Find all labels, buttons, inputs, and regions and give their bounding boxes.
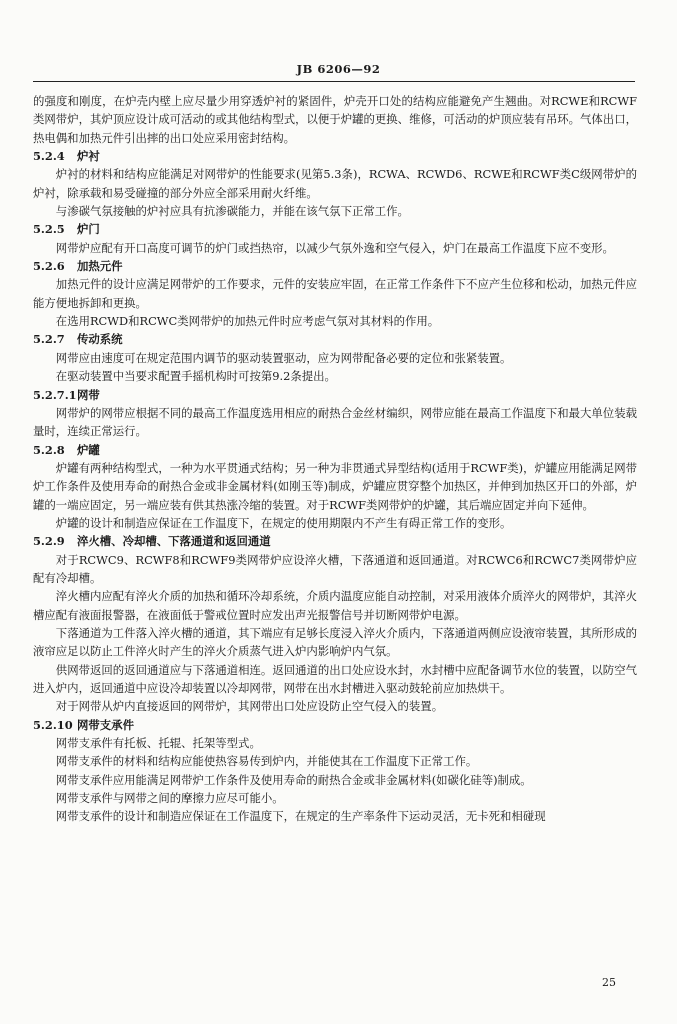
paragraph: 网带支承件与网带之间的摩擦力应尽可能小。	[55, 791, 284, 806]
section-number: 5.2.6	[33, 259, 65, 274]
section-heading-5-2-7	[33, 330, 637, 348]
section-number: 5.2.5	[33, 222, 65, 237]
paragraph: 网带支承件有托板、托辊、托架等型式。	[55, 736, 261, 751]
paragraph: 供网带返回的返回通道应与下落通道相连。返回通道的出口处应设水封，水封槽中应配备调节水位的装置，以防空气进入炉内，返回通道中应设冷却装置以冷却网带，网带在出水封槽进入驱动鼓轮前应加热烘干。	[33, 662, 637, 695]
section-title: 加热元件	[77, 259, 123, 274]
section-title: 淬火槽、冷却槽、下落通道和返回通道	[77, 534, 271, 549]
header-divider	[33, 81, 635, 82]
section-heading-5-2-6	[33, 257, 637, 275]
section-title: 传动系统	[77, 332, 123, 347]
paragraph: 网带炉应配有开口高度可调节的炉门或挡热帘，以减少气氛外逸和空气侵入，炉门在最高工作温度下应不变形。	[55, 240, 614, 255]
paragraph: 网带支承件的设计和制造应保证在工作温度下，在规定的生产率条件下运动灵活，无卡死和相碰现	[55, 809, 546, 824]
paragraph: 淬火槽内应配有淬火介质的加热和循环冷却系统，介质内温度应能自动控制，对采用液体介质淬火的网带炉，其淬火槽应配有液面报警器，在液面低于警戒位置时应发出声光报警信号并切断网带炉电源。	[33, 589, 637, 622]
paragraph: 炉罐有两种结构型式，一种为水平贯通式结构；另一种为非贯通式异型结构(适用于RCWF类)，炉罐应用能满足网带炉工作条件及使用寿命的耐热合金或非金属材料(如刚玉等)制成，炉罐应贯穿整个加热区，并伸到加热区开口的外部，炉罐的一端应固定，另一端应装有供其热涨冷缩的装置。对于RCWF类网带炉的炉罐，其后端应固定并向下延伸。	[33, 460, 637, 512]
section-title: 炉衬	[77, 149, 100, 164]
section-number: 5.2.4	[33, 149, 65, 164]
standard-number-header: JB 6206—92	[296, 62, 381, 76]
paragraph: 网带支承件应用能满足网带炉工作条件及使用寿命的耐热合金或非金属材料(如碳化硅等)制成。	[55, 772, 532, 787]
paragraph: 在驱动装置中当要求配置手摇机构时可按第9.2条提出。	[55, 369, 336, 384]
paragraph: 的强度和刚度，在炉壳内壁上应尽量少用穿透炉衬的紧固件，炉壳开口处的结构应能避免产生翘曲。对RCWE和RCWF类网带炉，其炉顶应设计成可活动的或其他结构型式，以便于炉罐的更换、维修，可活动的炉顶应装有吊环。气体出口，热电偶和加热元件引出摔的出口处应采用密封结构。	[33, 94, 637, 145]
paragraph: 网带炉的网带应根据不同的最高工作温度选用相应的耐热合金丝材编织，网带应能在最高工作温度下和最大单位装载量时，连续正常运行。	[33, 405, 637, 439]
section-number: 5.2.7.1	[33, 387, 77, 402]
paragraph: 对于网带从炉内直接返回的网带炉，其网带出口处应设防止空气侵入的装置。	[55, 699, 444, 714]
section-heading-5-2-4	[33, 147, 637, 165]
section-title: 炉罐	[77, 442, 100, 457]
paragraph: 加热元件的设计应满足网带炉的工作要求，元件的安装应牢固，在正常工作条件下不应产生位移和松动，加热元件应能方便地拆卸和更换。	[33, 277, 637, 310]
section-number: 5.2.10	[33, 717, 73, 732]
section-heading-5-2-7-1	[33, 386, 637, 404]
paragraph: 对于RCWC9、RCWF8和RCWF9类网带炉应设淬火槽，下落通道和返回通道。对RCWC6和RCWC7类网带炉应配有冷却槽。	[33, 552, 637, 585]
section-heading-5-2-8	[33, 441, 637, 459]
section-title: 炉门	[77, 222, 100, 237]
paragraph: 网带应由速度可在规定范围内调节的驱动装置驱动，应为网带配备必要的定位和张紧装置。	[55, 350, 512, 365]
paragraph: 炉罐的设计和制造应保证在工作温度下，在规定的使用期限内不产生有碍正常工作的变形。	[55, 515, 512, 530]
paragraph: 网带支承件的材料和结构应能使热容易传到炉内，并能使其在工作温度下正常工作。	[55, 754, 478, 769]
section-heading-5-2-5	[33, 220, 637, 238]
section-number: 5.2.9	[33, 534, 65, 549]
paragraph: 下落通道为工件落入淬火槽的通道，其下端应有足够长度浸入淬火介质内，下落通道两侧应设液帘装置，其所形成的液帘应足以防止工件淬火时产生的淬火介质蒸气进入炉内影响炉内气氛。	[33, 625, 637, 659]
paragraph: 与渗碳气氛接触的炉衬应具有抗渗碳能力，并能在该气氛下正常工作。	[55, 204, 409, 219]
paragraph: 在选用RCWD和RCWC类网带炉的加热元件时应考虑气氛对其材料的作用。	[55, 314, 440, 329]
page-number: 25	[602, 976, 616, 989]
section-number: 5.2.7	[33, 332, 65, 347]
section-heading-5-2-10	[33, 716, 637, 734]
paragraph: 炉衬的材料和结构应能满足对网带炉的性能要求(见第5.3条)，RCWA、RCWD6、RCWE和RCWF类C级网带炉的炉衬，除承载和易受碰撞的部分外应全部采用耐火纤维。	[33, 167, 637, 200]
section-heading-5-2-9	[33, 532, 637, 550]
document-body	[33, 92, 637, 826]
section-title: 网带支承件	[77, 717, 134, 732]
section-number: 5.2.8	[33, 442, 65, 457]
section-title: 网带	[77, 387, 100, 402]
